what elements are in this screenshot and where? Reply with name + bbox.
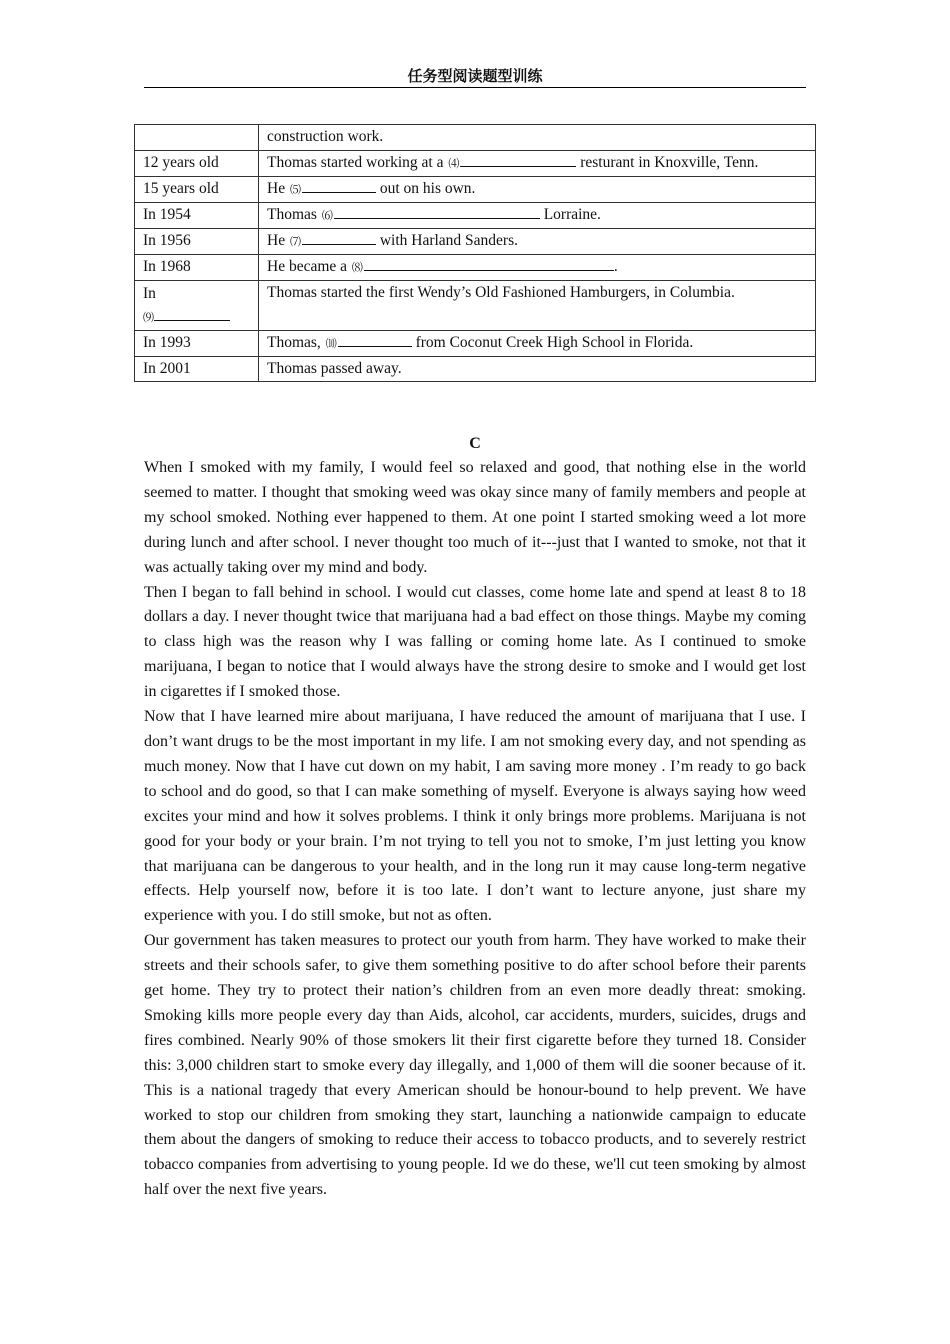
table-row <box>135 330 816 356</box>
timeline-table <box>134 124 816 382</box>
answer-blank[interactable] <box>460 151 576 167</box>
question-number: ⑼ <box>143 311 154 324</box>
event-text: Thomas <box>267 205 321 223</box>
event-text: with Harland Sanders. <box>375 231 519 249</box>
table-cell-year: In 1954 <box>135 202 259 228</box>
table-row <box>135 356 816 382</box>
page-header-title: 任务型阅读题型训练 <box>144 66 806 88</box>
table-row <box>135 280 816 330</box>
question-number: ⑸ <box>289 183 301 196</box>
reading-passage <box>144 456 806 1203</box>
table-cell-year: In 1968 <box>135 254 259 280</box>
table-cell-year: In 1993 <box>135 330 259 356</box>
table-cell-event <box>259 330 816 356</box>
event-text: Lorraine. <box>539 205 601 223</box>
table-row <box>135 176 816 202</box>
question-number: ⑽ <box>325 337 337 350</box>
passage-paragraph: Now that I have learned mire about marijuana, I have reduced the amount of marijuana that I use. I don’t want drugs to be the most important in my life. I am not smoking every day, and not spending as much money. Now that I have cut down on my habit, I am saving more money . I’m ready to go back to school and do good, so that I can make something of myself. Everyone is always saying how weed excites your mind and how it solves problems. I think it only brings more problems. Marijuana is not good for your body or your brain. I’m not trying to tell you not to smoke, I’m just letting you know that marijuana can be dangerous to your health, and in the long run it may cause long-term negative effects. Help yourself now, before it is too late. I don’t want to lecture anyone, just share my experience with you. I do still smoke, but not as often. <box>144 708 806 925</box>
table-row <box>135 125 816 151</box>
question-number: ⑷ <box>448 157 460 170</box>
event-text: out on his own. <box>375 179 476 197</box>
event-text: Thomas started working at a <box>267 153 448 171</box>
answer-blank[interactable] <box>364 255 614 271</box>
table-cell-year: In 1956 <box>135 228 259 254</box>
passage-paragraph: When I smoked with my family, I would feel so relaxed and good, that nothing else in the world seemed to matter. I thought that smoking weed was okay since many of family members and people at my school smoked. Nothing ever happened to them. At one point I started smoking weed a lot more during lunch and after school. I never thought too much of it---just that I wanted to smoke, not that it was actually taking over my mind and body. <box>144 459 806 576</box>
answer-blank[interactable] <box>302 229 376 245</box>
table-cell-year <box>135 280 259 330</box>
table-row <box>135 254 816 280</box>
event-text: He <box>267 179 289 197</box>
table-cell-event <box>259 228 816 254</box>
question-number: ⑹ <box>321 209 333 222</box>
section-title: C <box>469 435 481 452</box>
event-text: He became a <box>267 257 351 275</box>
table-cell-year: In 2001 <box>135 356 259 382</box>
answer-blank[interactable] <box>334 203 540 219</box>
passage-paragraph: Our government has taken measures to protect our youth from harm. They have worked to make their streets and their schools safer, to give them something positive to do after school before their parents get home. They try to protect their nation’s children from an even more deadly threat: smoking. Smoking kills more people every day than Aids, alcohol, car accidents, murders, suicides, drugs and fires combined. Nearly 90% of those smokers lit their first cigarette before they turned 18. Consider this: 3,000 children start to smoke every day illegally, and 1,000 of them will die sooner because of it. This is a national tragedy that every American should be honour-bound to help prevent. We have worked to stop our children from smoking they start, launching a nationwide campaign to educate them about the dangers of smoking to reduce their access to tobacco products, and to severely restrict tobacco companies from advertising to young people. Id we do these, we'll cut teen smoking by almost half over the next five years. <box>144 932 806 1199</box>
table-cell-event <box>259 150 816 176</box>
year-text: In <box>143 284 156 302</box>
table-cell-event <box>259 254 816 280</box>
table-row <box>135 150 816 176</box>
table-cell-event: Thomas passed away. <box>259 356 816 382</box>
table-cell-event: construction work. <box>259 125 816 151</box>
table-row <box>135 228 816 254</box>
event-text: from Coconut Creek High School in Florida. <box>411 333 694 351</box>
passage-paragraph: Then I began to fall behind in school. I would cut classes, come home late and spend at least 8 to 18 dollars a day. I never thought twice that marijuana had a bad effect on those things. Maybe my coming to class high was the reason why I was falling or coming home late. As I continued to smoke marijuana, I began to notice that I would always have the strong desire to smoke and I would get lost in cigarettes if I smoked those. <box>144 583 806 701</box>
answer-blank[interactable] <box>154 305 230 321</box>
event-text: He <box>267 231 289 249</box>
table-cell-event <box>259 202 816 228</box>
table-cell-year: 15 years old <box>135 176 259 202</box>
table-cell-event <box>259 176 816 202</box>
table-cell-year: 12 years old <box>135 150 259 176</box>
question-number: ⑺ <box>289 235 301 248</box>
table-cell-year <box>135 125 259 151</box>
event-text: . <box>613 257 618 275</box>
answer-blank[interactable] <box>302 177 376 193</box>
table-cell-event: Thomas started the first Wendy’s Old Fashioned Hamburgers, in Columbia. <box>259 280 816 330</box>
table-row <box>135 202 816 228</box>
question-number: ⑻ <box>351 261 363 274</box>
event-text: Thomas, <box>267 333 325 351</box>
answer-blank[interactable] <box>338 331 412 347</box>
event-text: resturant in Knoxville, Tenn. <box>576 153 759 171</box>
